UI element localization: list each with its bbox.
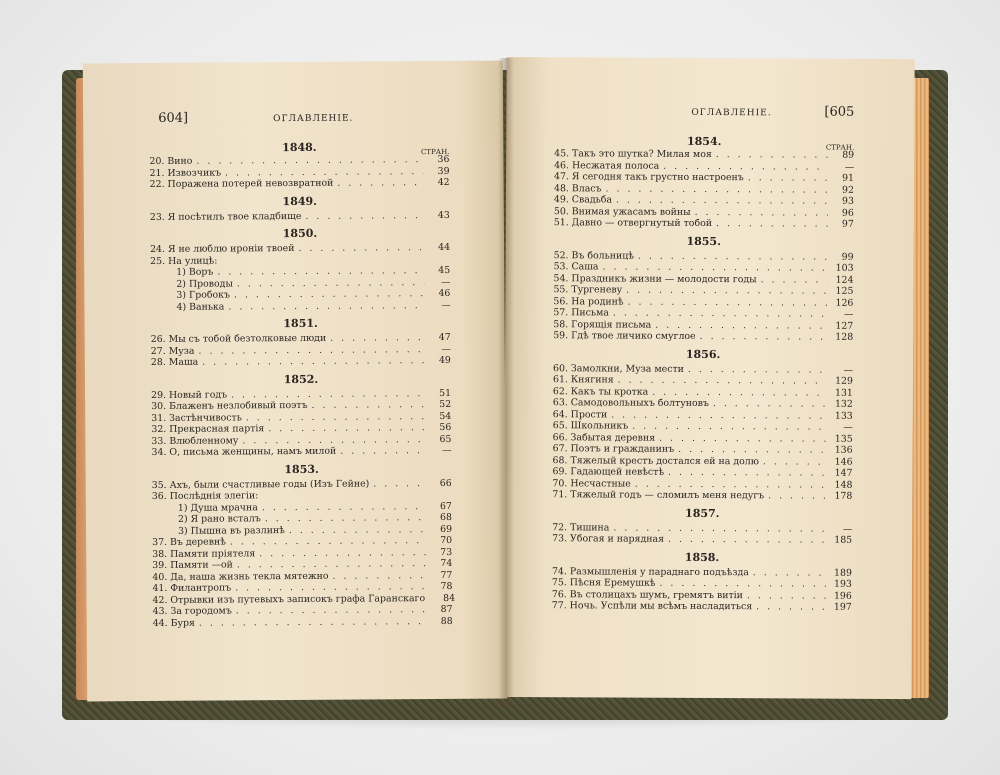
toc-entry-title: 58. Горящія письма	[553, 318, 652, 331]
year-heading: 1854.	[686, 134, 722, 149]
toc-entry-title: 23. Я посѣтилъ твое кладбище	[149, 210, 302, 223]
toc-entry-title: 37. Въ деревнѣ	[152, 536, 226, 549]
toc-entry-page: 97	[841, 218, 854, 230]
left-page-title: ОГЛАВЛЕНІЕ.	[273, 113, 354, 125]
toc-entry-title: 25. На улицѣ:	[150, 255, 218, 267]
toc-entry-title: 42. Отрывки изъ путевыхъ записокъ графа Гаранскаго	[152, 592, 426, 606]
toc-entry-page: 84	[443, 592, 456, 604]
toc-entry-page: 65	[439, 433, 452, 445]
toc-entry	[150, 177, 450, 191]
leader-dots	[311, 399, 425, 411]
toc-entry-title: 30. Блаженъ незлобивый поэтъ	[151, 399, 308, 413]
toc-entry	[152, 477, 452, 491]
toc-entry-page: 52	[439, 398, 452, 410]
toc-entry-title: 53. Саша	[553, 261, 599, 273]
toc-entry-title: 64. Прости	[552, 408, 608, 420]
toc-entry-title: 72. Тишина	[552, 521, 610, 533]
leader-dots	[221, 262, 424, 263]
toc-entry-title: 69. Гадающей невѣстѣ	[552, 466, 665, 478]
leader-dots	[635, 478, 827, 491]
toc-entry-title: 68. Тяжелый крестъ достался ей на долю	[552, 454, 759, 467]
toc-entry-page: 193	[833, 578, 852, 590]
toc-entry-page: 125	[835, 285, 854, 297]
toc-entry-title: 75. Пѣсня Еремушкѣ	[551, 577, 656, 589]
toc-entry-title: 63. Самодовольныхъ болтуновъ	[552, 397, 709, 409]
toc-entry-page: 68	[439, 511, 452, 523]
year-heading: 1849.	[282, 194, 318, 208]
leader-dots	[337, 177, 423, 189]
leader-dots	[298, 242, 424, 254]
toc-entry	[150, 242, 450, 256]
toc-entry-page: —	[441, 343, 451, 355]
left-page-number: 604]	[158, 110, 189, 126]
leader-dots	[655, 319, 827, 331]
leader-dots	[753, 567, 826, 579]
leader-dots	[638, 250, 828, 262]
toc-entry-page: 148	[834, 479, 853, 491]
leader-dots	[199, 616, 427, 629]
toc-entry-title: 26. Мы съ тобой безтолковые люди	[150, 332, 327, 346]
toc-entry-title: 4) Ванька	[176, 300, 225, 313]
toc-entry-page: —	[844, 161, 855, 173]
leader-dots	[763, 456, 827, 468]
toc-entry-title: 49. Свадьба	[553, 194, 613, 206]
toc-entry-page: 51	[439, 387, 452, 399]
year-heading: 1858.	[684, 550, 720, 564]
toc-entry-page: 47	[438, 331, 451, 343]
leader-dots	[713, 398, 827, 410]
toc-entry-page: 136	[834, 444, 853, 456]
toc-entry-page: 92	[842, 184, 855, 196]
leader-dots	[332, 570, 426, 582]
toc-entry-title: 40. Да, наша жизнь текла мятежно	[152, 570, 329, 583]
toc-entry-title: 28. Маша	[150, 356, 199, 369]
leader-dots	[761, 274, 828, 286]
toc-entry-page: 88	[440, 615, 453, 627]
toc-entry-title: 32. Прекрасная партія	[151, 423, 265, 436]
toc-entry-page: —	[442, 444, 452, 456]
toc-entry-title: 59. Гдѣ твое личико смуглое	[553, 330, 696, 342]
leader-dots	[618, 375, 827, 388]
leader-dots	[305, 210, 424, 222]
toc-entry-title: 29. Новый годъ	[151, 388, 228, 401]
toc-entry-page: 96	[841, 207, 854, 219]
toc-entry-title: 56. На родинѣ	[553, 295, 624, 308]
toc-entry-title: 60. Замолкни, Муза мести	[553, 362, 684, 375]
toc-entry-page: 69	[440, 523, 453, 535]
right-page-number: [605	[824, 104, 855, 120]
toc-entry-title: 44. Буря	[152, 617, 195, 629]
toc-entry-title: 71. Тяжелый годъ — сломилъ меня недугъ	[552, 489, 765, 502]
toc-entry-page: 78	[440, 580, 453, 592]
right-page-title: ОГЛАВЛЕНІЕ.	[691, 107, 772, 119]
leader-dots	[678, 444, 827, 456]
toc-entry-title: 61. Княгиня	[552, 374, 614, 386]
year-heading: 1857.	[685, 506, 720, 520]
toc-entry-title: 66. Забытая деревня	[552, 431, 656, 444]
toc-entry-title: 50. Внимая ужасамъ войны	[553, 205, 691, 218]
toc-entry-page: 91	[842, 172, 855, 184]
toc-entry-title: 35. Ахъ, были счастливые годы (Изъ Гейне)	[151, 477, 370, 491]
toc-entry-title: 65. Школьникъ	[552, 420, 629, 432]
leader-dots	[632, 421, 827, 434]
toc-entry-title: 22. Поражена потерей невозвратной	[149, 177, 334, 191]
toc-entry-title: 77. Ночь. Успѣли мы всѣмъ насладиться	[551, 600, 753, 613]
toc-entry-page: 93	[841, 195, 854, 207]
toc-entry-page: —	[440, 276, 451, 288]
toc-entry-title: 1) Душа мрачна	[177, 501, 258, 514]
toc-entry-page: 124	[835, 274, 854, 286]
leader-dots	[748, 172, 828, 184]
leader-dots	[663, 160, 828, 172]
toc-entry-page: 54	[439, 410, 452, 422]
toc-entry-page: —	[843, 308, 854, 320]
toc-entry-page: 70	[440, 534, 453, 546]
toc-entry-title: 27. Муза	[150, 345, 195, 357]
toc-entry-page: 66	[439, 477, 452, 489]
toc-entry	[552, 489, 852, 502]
year-heading: 1851.	[283, 316, 318, 331]
leader-dots	[695, 206, 828, 218]
leader-dots	[688, 363, 827, 375]
leader-dots	[659, 432, 827, 444]
toc-entry-page: 46	[438, 287, 451, 299]
toc-entry-title: 2) Я рано всталъ	[177, 513, 261, 525]
leader-dots	[768, 490, 826, 502]
toc-entry-title: 38. Памяти пріятеля	[152, 547, 256, 560]
toc-entry-page: 42	[437, 176, 450, 188]
toc-entry-page: 196	[833, 590, 852, 602]
toc-entry-title: 2) Проводы	[176, 277, 233, 290]
toc-entry-page: 73	[440, 546, 453, 558]
toc-entry-page: 49	[438, 354, 451, 366]
toc-entry-title: 31. Застѣнчивость	[151, 411, 242, 424]
toc-entry-title: 73. Убогая и нарядная	[552, 533, 665, 545]
toc-entry-title: 24. Я не люблю ироніи твоей	[150, 243, 295, 256]
toc-entry-title: 54. Праздникъ жизни — молодости годы	[553, 272, 757, 285]
book-spine	[498, 58, 514, 708]
leader-dots	[716, 218, 828, 230]
toc-entry-title: 39. Памяти —ой	[152, 559, 233, 572]
toc-entry-page: 44	[438, 241, 451, 253]
toc-entry-title: 55. Тургеневу	[553, 284, 623, 296]
toc-entry-page: —	[441, 299, 451, 311]
left-page	[83, 61, 507, 702]
toc-entry-title: 52. Въ больницѣ	[553, 249, 634, 262]
toc-entry	[150, 209, 450, 223]
year-heading: 1853.	[284, 462, 319, 476]
toc-entry-page: 131	[834, 387, 853, 399]
toc-entry	[153, 615, 453, 629]
toc-entry-title: 47. Я сегодня такъ грустно настроенъ	[554, 171, 744, 184]
toc-entry-page: 127	[835, 320, 854, 332]
year-heading: 1855.	[686, 234, 721, 248]
toc-entry-page: 87	[440, 603, 453, 615]
toc-entry-page: 43	[437, 209, 450, 221]
leader-dots	[202, 355, 425, 368]
year-heading: 1850.	[282, 226, 318, 241]
leader-dots	[668, 534, 826, 546]
leader-dots	[340, 445, 425, 457]
toc-entry-page: 197	[833, 601, 852, 613]
toc-entry	[552, 600, 852, 613]
toc-entry-page: 99	[841, 251, 854, 263]
toc-entry-title: 3) Гробокъ	[176, 289, 231, 301]
toc-entry-title: 67. Поэтъ и гражданинъ	[552, 443, 675, 455]
leader-dots	[700, 331, 828, 343]
toc-entry-title: 46. Несжатая полоса	[554, 159, 660, 172]
toc-entry-title: 70. Несчастные	[552, 477, 631, 490]
toc-entry-title: 74. Размышленія у параднаго подъѣзда	[551, 565, 749, 578]
toc-entry-page: 77	[440, 569, 453, 581]
toc-entry-page: 74	[440, 557, 453, 569]
toc-entry-title: 76. Въ столицахъ шумъ, гремятъ витіи	[551, 588, 743, 601]
leader-dots	[652, 386, 827, 398]
toc-entry-title: 48. Власъ	[553, 182, 602, 194]
toc-entry-page: —	[843, 364, 854, 376]
leader-dots	[289, 524, 426, 536]
toc-entry-page: 56	[439, 421, 452, 433]
toc-entry-title: 51. Давно — отвергнутый тобой	[553, 217, 713, 230]
toc-entry	[151, 355, 451, 369]
toc-entry-page: 103	[835, 262, 854, 274]
toc-entry-page: 129	[835, 375, 854, 387]
right-toc	[552, 129, 855, 613]
toc-entry-page: 89	[842, 149, 855, 161]
toc-entry-page: 45	[438, 264, 451, 276]
leader-dots	[668, 467, 827, 479]
page-column-label: СТРАН.	[825, 143, 855, 152]
toc-entry-page: 135	[834, 433, 853, 445]
right-page	[503, 57, 914, 699]
toc-entry-title: 57. Письма	[553, 307, 609, 319]
leader-dots	[716, 149, 828, 161]
toc-entry-title: 20. Вино	[149, 155, 193, 168]
leader-dots	[756, 601, 826, 613]
toc-entry-title: 33. Влюбленному	[151, 434, 239, 447]
leader-dots	[330, 332, 425, 344]
left-toc	[149, 135, 456, 629]
toc-entry-page: —	[843, 421, 853, 433]
leader-dots	[373, 478, 426, 490]
toc-entry-page: 133	[834, 410, 853, 422]
toc-entry-title: 21. Извозчикъ	[149, 167, 222, 179]
toc-entry-page: 178	[834, 490, 853, 502]
toc-entry-page: —	[842, 523, 853, 535]
leader-dots	[659, 578, 826, 590]
toc-entry-page: 36	[437, 153, 450, 165]
toc-entry-title: 43. За городомъ	[152, 605, 232, 617]
toc-entry-page: 39	[437, 165, 450, 177]
toc-entry-page: 126	[835, 297, 854, 309]
toc-entry-title: 34. О, письма женщины, намъ милой	[151, 445, 337, 459]
toc-entry-title: 45. Такъ это шутка? Милая моя	[554, 148, 712, 161]
toc-entry-title: 36. Послѣднія элегіи:	[151, 490, 259, 503]
year-heading: 1848.	[282, 140, 317, 155]
toc-entry-page: 146	[834, 456, 853, 468]
toc-entry-title: 62. Какъ ты кротка	[552, 385, 649, 398]
year-heading: 1852.	[283, 372, 319, 386]
toc-entry	[554, 217, 854, 230]
toc-entry	[150, 299, 450, 313]
toc-entry-title: 3) Пышна въ разлинѣ	[178, 524, 285, 537]
leader-dots	[228, 300, 424, 313]
leader-dots	[262, 497, 425, 498]
toc-entry-page: 132	[834, 398, 853, 410]
toc-entry-page: 147	[834, 467, 853, 479]
year-heading: 1856.	[685, 347, 721, 361]
toc-entry-page: 185	[834, 534, 853, 546]
page-column-label: СТРАН.	[421, 147, 450, 157]
toc-entry-title: 41. Филантропъ	[152, 582, 232, 595]
toc-entry	[552, 533, 852, 546]
toc-entry-page: 128	[835, 331, 854, 343]
toc-entry-page: 67	[439, 500, 452, 512]
toc-entry	[553, 330, 853, 343]
toc-entry-page: 189	[834, 567, 853, 579]
leader-dots	[747, 590, 826, 602]
toc-entry	[151, 445, 451, 459]
toc-entry-title: 1) Воръ	[176, 266, 214, 278]
